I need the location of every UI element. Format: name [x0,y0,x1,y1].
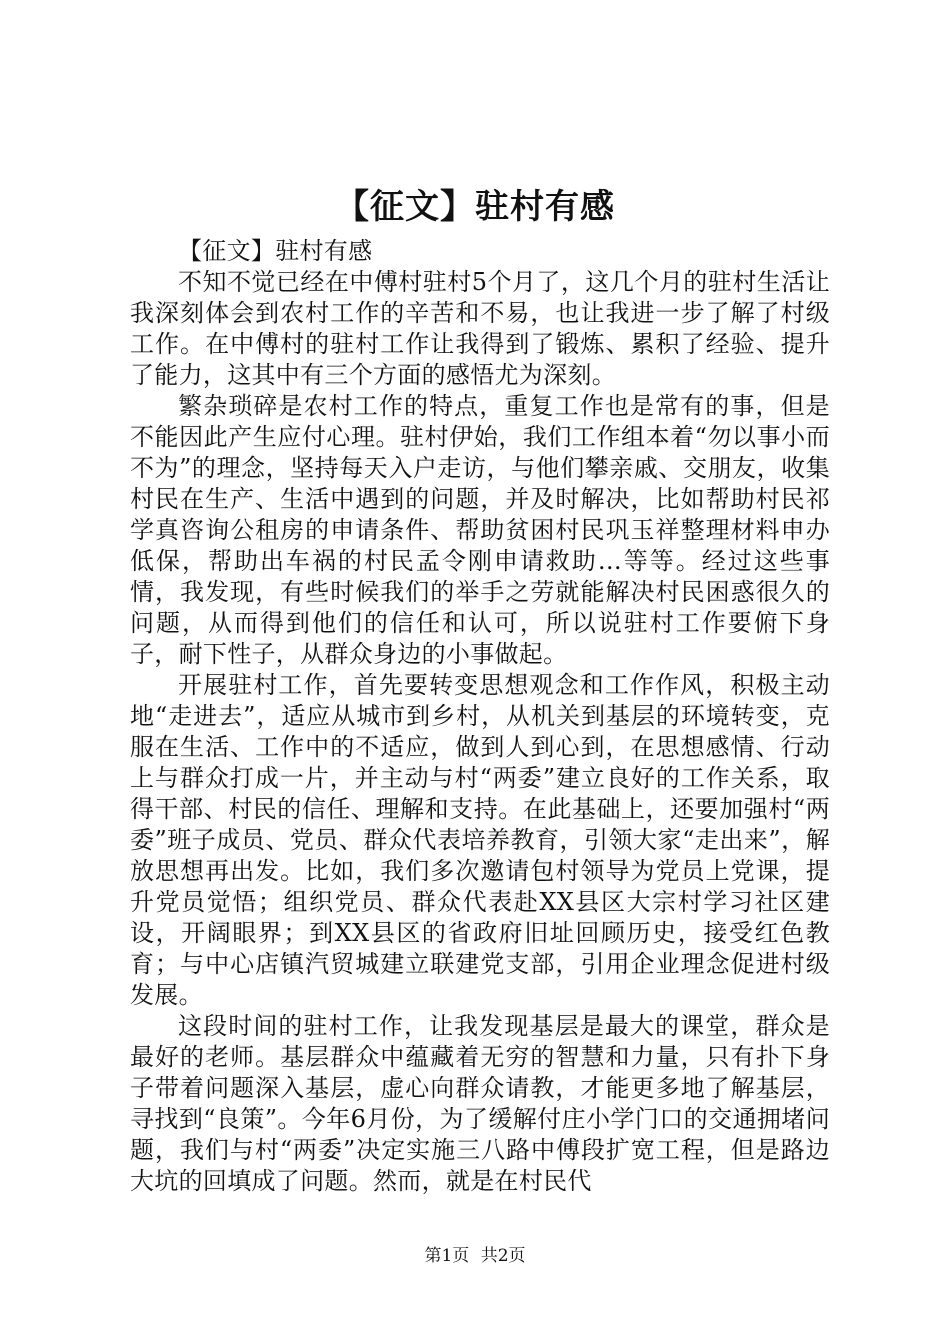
paragraph-small-matters: 繁杂琐碎是农村工作的特点，重复工作也是常有的事，但是不能因此产生应付心理。驻村伊始，我们工作组本着“勿以事小而不为”的理念，坚持每天入户走访，与他们攀亲戚、交朋友，收集村民在生产、生活中遇到的问题，并及时解决，比如帮助村民祁学真咨询公租房的申请条件、帮助贫困村民巩玉祥整理材料申办低保，帮助出车祸的村民孟令刚申请救助…等等。经过这些事情，我发现，有些时候我们的举手之劳就能解决村民困惑很久的问题，从而得到他们的信任和认可，所以说驻村工作要俯下身子，耐下性子，从群众身边的小事做起。 [130,392,830,668]
paragraph-intro: 不知不觉已经在中傅村驻村5个月了，这几个月的驻村生活让我深刻体会到农村工作的辛苦和不易，也让我进一步了解了村级工作。在中傅村的驻村工作让我得到了锻炼、累积了经验、提升了能力，这其中有三个方面的感悟尤为深刻。 [130,268,830,389]
paragraph-subtitle: 【征文】驻村有感 [178,237,373,265]
paragraph-grassroots: 这段时间的驻村工作，让我发现基层是最大的课堂，群众是最好的老师。基层群众中蕴藏着无穷的智慧和力量，只有扑下身子带着问题深入基层，虚心向群众请教，才能更多地了解基层，寻找到“良策”。今年6月份，为了缓解付庄小学门口的交通拥堵问题，我们与村“两委”决定实施三八路中傅段扩宽工程，但是路边大坑的回填成了问题。然而，就是在村民代 [130,1012,830,1195]
paragraph-work-style: 开展驻村工作，首先要转变思想观念和工作作风，积极主动地“走进去”，适应从城市到乡村，从机关到基层的环境转变，克服在生活、工作中的不适应，做到人到心到，在思想感情、行动上与群众打成一片，并主动与村“两委”建立良好的工作关系，取得干部、村民的信任、理解和支持。在此基础上，还要加强村“两委”班子成员、党员、群众代表培养教育，引领大家“走出来”，解放思想再出发。比如，我们多次邀请包村领导为党员上党课，提升党员觉悟；组织党员、群众代表赴XX县区大宗村学习社区建设，开阔眼界；到XX县区的省政府旧址回顾历史，接受红色教育；与中心店镇汽贸城建立联建党支部，引用企业理念促进村级发展。 [130,671,830,1009]
document-title: 【征文】驻村有感 [335,187,615,227]
page-total: 共2页 [480,1246,526,1266]
page-footer [0,1245,950,1267]
page-number: 第1页 [424,1246,470,1266]
document-body [130,236,830,1197]
